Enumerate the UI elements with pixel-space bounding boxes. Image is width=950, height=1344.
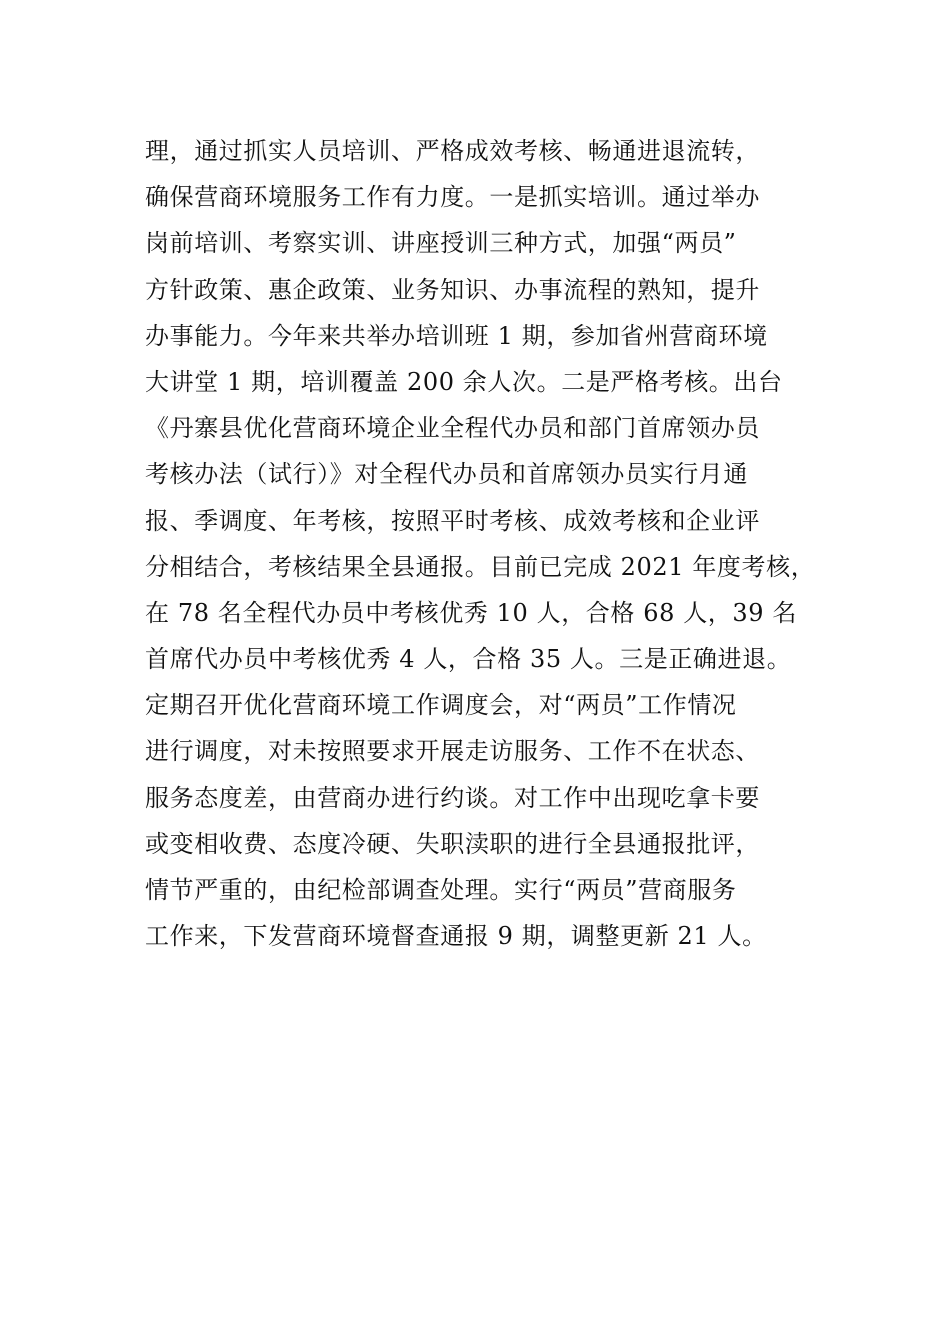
text-line-1: 理，通过抓实人员培训、严格成效考核、畅通进退流转， — [145, 137, 760, 165]
text-line-8: 考核办法（试行）》对全程代办员和首席领办员实行月通 — [145, 460, 748, 489]
text-line-4: 方针政策、惠企政策、业务知识、办事流程的熟知，提升 — [145, 275, 760, 304]
text-line-7: 《丹寨县优化营商环境企业全程代办员和部门首席领办员 — [145, 414, 760, 443]
text-line-9: 报、季调度、年考核，按照平时考核、成效考核和企业评 — [145, 506, 760, 535]
text-line-17: 情节严重的，由纪检部调查处理。实行“两员”营商服务 — [145, 876, 737, 904]
body-paragraph — [145, 128, 845, 959]
text-line-2: 确保营商环境服务工作有力度。一是抓实培训。通过举办 — [145, 183, 760, 212]
text-line-16: 或变相收费、态度冷硬、失职渎职的进行全县通报批评， — [145, 829, 760, 858]
text-line-18: 工作来，下发营商环境督查通报 9 期，调整更新 21 人。 — [145, 922, 767, 951]
text-line-10: 分相结合，考核结果全县通报。目前已完成 2021 年度考核， — [145, 552, 816, 581]
text-line-3: 岗前培训、考察实训、讲座授训三种方式，加强“两员” — [145, 229, 737, 258]
text-line-12: 首席代办员中考核优秀 4 人，合格 35 人。三是正确进退。 — [145, 645, 792, 674]
text-line-5: 办事能力。今年来共举办培训班 1 期，参加省州营商环境 — [145, 321, 768, 350]
text-line-13: 定期召开优化营商环境工作调度会，对“两员”工作情况 — [145, 691, 737, 720]
text-line-14: 进行调度，对未按照要求开展走访服务、工作不在状态、 — [145, 737, 760, 766]
text-line-15: 服务态度差，由营商办进行约谈。对工作中出现吃拿卡要 — [145, 783, 760, 812]
text-line-6: 大讲堂 1 期，培训覆盖 200 余人次。二是严格考核。出台 — [145, 367, 783, 396]
text-line-11: 在 78 名全程代办员中考核优秀 10 人，合格 68 人，39 名 — [145, 598, 797, 627]
